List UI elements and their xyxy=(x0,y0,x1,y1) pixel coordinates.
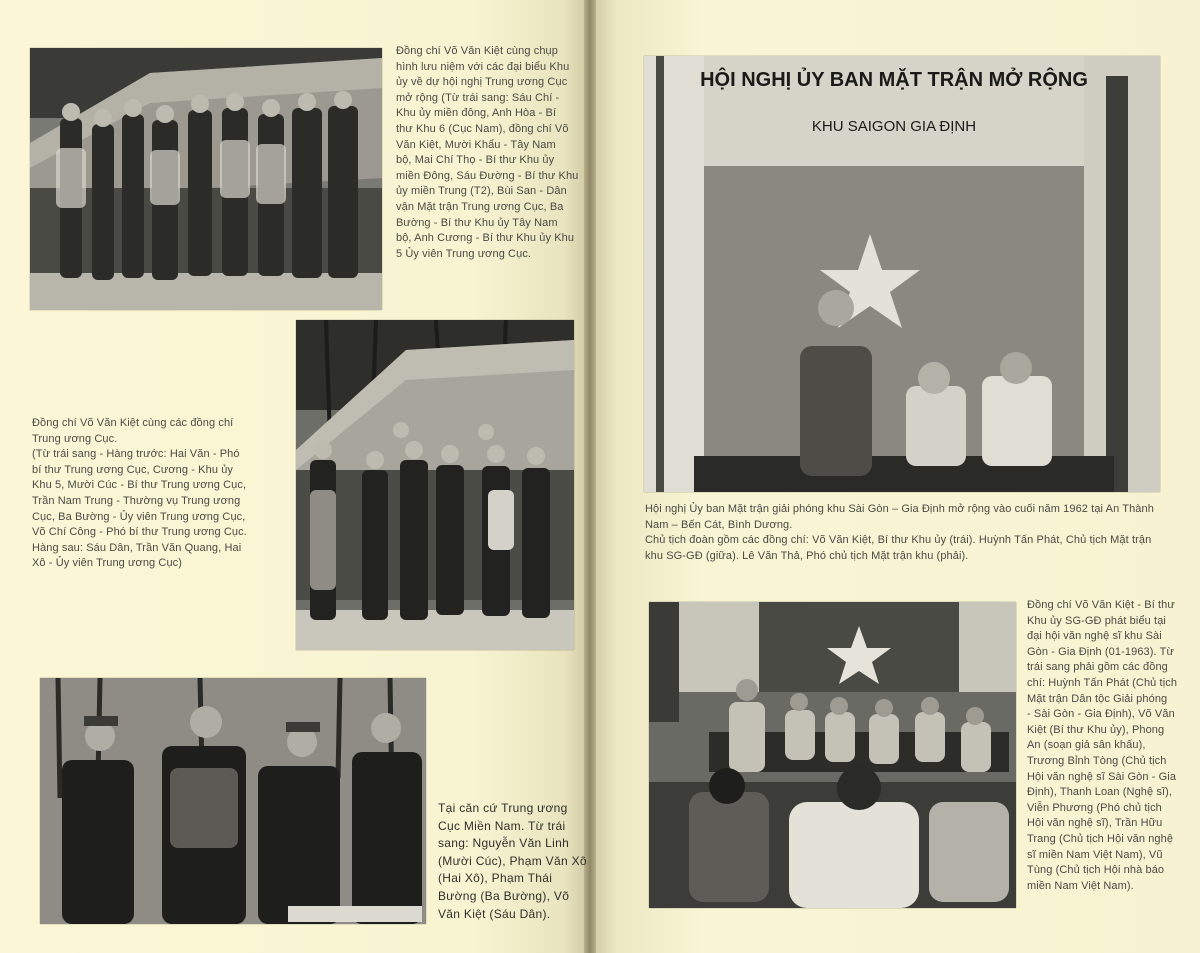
caption-line: Văn Kiệt, Mười Khẩu - Tây Nam xyxy=(396,138,556,151)
caption-line: Cục, Ba Bường - Ủy viên Trung ương Cục, xyxy=(32,510,246,523)
caption-line: Hội văn nghệ sĩ Sài Gòn - Gia xyxy=(1027,770,1177,783)
caption-line: 5 Ủy viên Trung ương Cục. xyxy=(396,247,532,260)
caption-line: bộ, Mai Chí Thọ - Bí thư Khu ủy xyxy=(396,154,555,167)
caption-photo-1 xyxy=(396,44,578,262)
caption-line: bí thư Trung ương Cục, Cương - Khu ủy xyxy=(32,463,234,476)
caption-line: mở rộng (Từ trái sang: Sáu Chí - xyxy=(396,91,560,104)
caption-line: (Mười Cúc), Phạm Văn Xô xyxy=(438,853,587,868)
caption-line: - Sài Gòn - Gia Định), Võ Văn xyxy=(1027,708,1175,721)
caption-line: Đồng chí Võ Văn Kiệt - Bí thư xyxy=(1027,599,1175,611)
caption-line: ủy miền Trung (T2), Bùi San - Dân xyxy=(396,185,567,198)
caption-line: Tại căn cứ Trung ương xyxy=(438,801,568,815)
caption-line: miền Đông, Sáu Đường - Bí thư Khu xyxy=(396,169,579,182)
photo-group-hut xyxy=(30,48,382,310)
caption-photo-3 xyxy=(438,800,587,923)
caption-line: Định), Thanh Loan (Nghệ sĩ), xyxy=(1027,786,1173,799)
caption-line: trái sang phải gồm các đồng xyxy=(1027,661,1168,674)
caption-photo-2 xyxy=(32,416,247,572)
caption-line: vận Mặt trận Trung ương Cục, Ba xyxy=(396,200,564,213)
caption-line: Trần Nam Trung - Thường vụ Trung ương xyxy=(32,494,241,507)
caption-line: Đồng chí Võ Văn Kiệt cùng chụp xyxy=(396,45,558,57)
caption-line: Kiệt (Bí thư Khu ủy), Phong xyxy=(1027,723,1165,736)
caption-line: Khu ủy SG-GĐ phát biểu tại xyxy=(1027,614,1166,627)
caption-line: Tùng (Chủ tịch Hội nhà báo xyxy=(1027,864,1165,877)
caption-line: Trang (Chủ tịch Hội văn nghệ xyxy=(1027,832,1174,845)
caption-photo-5 xyxy=(1027,598,1177,894)
caption-line: Võ Chí Công - Phó bí thư Trung ương Cục. xyxy=(32,526,247,539)
banner-line-1: HỘI NGHỊ ỦY BAN MẶT TRẬN MỞ RỘNG xyxy=(700,69,1088,91)
caption-line: Trương Bỉnh Tòng (Chủ tịch xyxy=(1027,754,1167,767)
caption-line: chí: Huỳnh Tấn Phát (Chủ tịch xyxy=(1027,676,1178,689)
photo-artists-congress xyxy=(649,602,1016,908)
caption-line: sang: Nguyễn Văn Linh xyxy=(438,836,570,851)
caption-line: Cục Miền Nam. Từ trái xyxy=(438,818,566,833)
caption-line: Khu ủy miền đông, Anh Hòa - Bí xyxy=(396,107,557,120)
caption-line: Văn Kiệt (Sáu Dân). xyxy=(438,906,551,921)
caption-line: Đồng chí Võ Văn Kiệt cùng các đồng chí xyxy=(32,417,234,429)
caption-photo-4 xyxy=(645,502,1154,564)
photo-four-leaders-forest xyxy=(40,678,426,924)
caption-line: Gòn - Gia Định (01-1963). Từ xyxy=(1027,645,1174,658)
photo-central-committee-group xyxy=(296,320,574,650)
caption-line: bộ, Anh Cương - Bí thư Khu ủy Khu xyxy=(396,232,575,245)
caption-line: Bường (Ba Bường), Võ xyxy=(438,888,570,903)
caption-line: Hàng sau: Sáu Dân, Trần Văn Quang, Hai xyxy=(32,541,242,554)
caption-line: sĩ miền Nam Việt Nam), Vũ xyxy=(1027,848,1163,861)
caption-line: (Hai Xô), Phạm Thái xyxy=(438,871,553,886)
caption-line: Bường - Bí thư Khu ủy Tây Nam xyxy=(396,216,558,229)
caption-line: khu SG-GĐ (giữa). Lê Văn Thả, Phó chủ tịch Mặt trận khu (phải). xyxy=(645,549,969,562)
caption-line: miền Nam Việt Nam). xyxy=(1027,879,1134,892)
caption-line: Hội văn nghệ sĩ), Trần Hữu xyxy=(1027,817,1163,830)
banner-line-2: KHU SAIGON GIA ĐỊNH xyxy=(811,118,977,135)
caption-line: An (soạn giả sân khấu), xyxy=(1027,739,1146,752)
caption-line: Hội nghị Ủy ban Mặt trận giải phóng khu Sài Gòn – Gia Định mở rộng vào cuối năm 1962 tại An Thành xyxy=(645,503,1154,515)
caption-line: thư Khu 6 (Cục Nam), đồng chí Võ xyxy=(396,122,569,135)
photo-front-conference xyxy=(644,56,1160,492)
caption-line: hình lưu niệm với các đại biểu Khu xyxy=(396,60,570,73)
caption-line: Xô - Ủy viên Trung ương Cục) xyxy=(32,557,183,570)
caption-line: Trung ương Cục. xyxy=(32,432,118,445)
caption-line: ủy về dự hội nghị Trung ương Cục xyxy=(396,76,568,89)
caption-line: đại hội văn nghệ sĩ khu Sài xyxy=(1027,630,1162,643)
caption-line: Mặt trận Dân tộc Giải phóng xyxy=(1027,692,1168,705)
caption-line: Khu 5, Mười Cúc - Bí thư Trung ương Cục, xyxy=(32,479,247,492)
caption-line: Viễn Phương (Phó chủ tịch xyxy=(1027,801,1162,814)
caption-line: (Từ trái sang - Hàng trước: Hai Văn - Phó xyxy=(32,448,240,461)
caption-line: Nam – Bến Cát, Bình Dương. xyxy=(645,518,793,531)
caption-line: Chủ tịch đoàn gồm các đồng chí: Võ Văn Kiệt, Bí thư Khu ủy (trái). Huỳnh Tấn Phát, Chủ tịch Mặt trận xyxy=(645,534,1152,547)
